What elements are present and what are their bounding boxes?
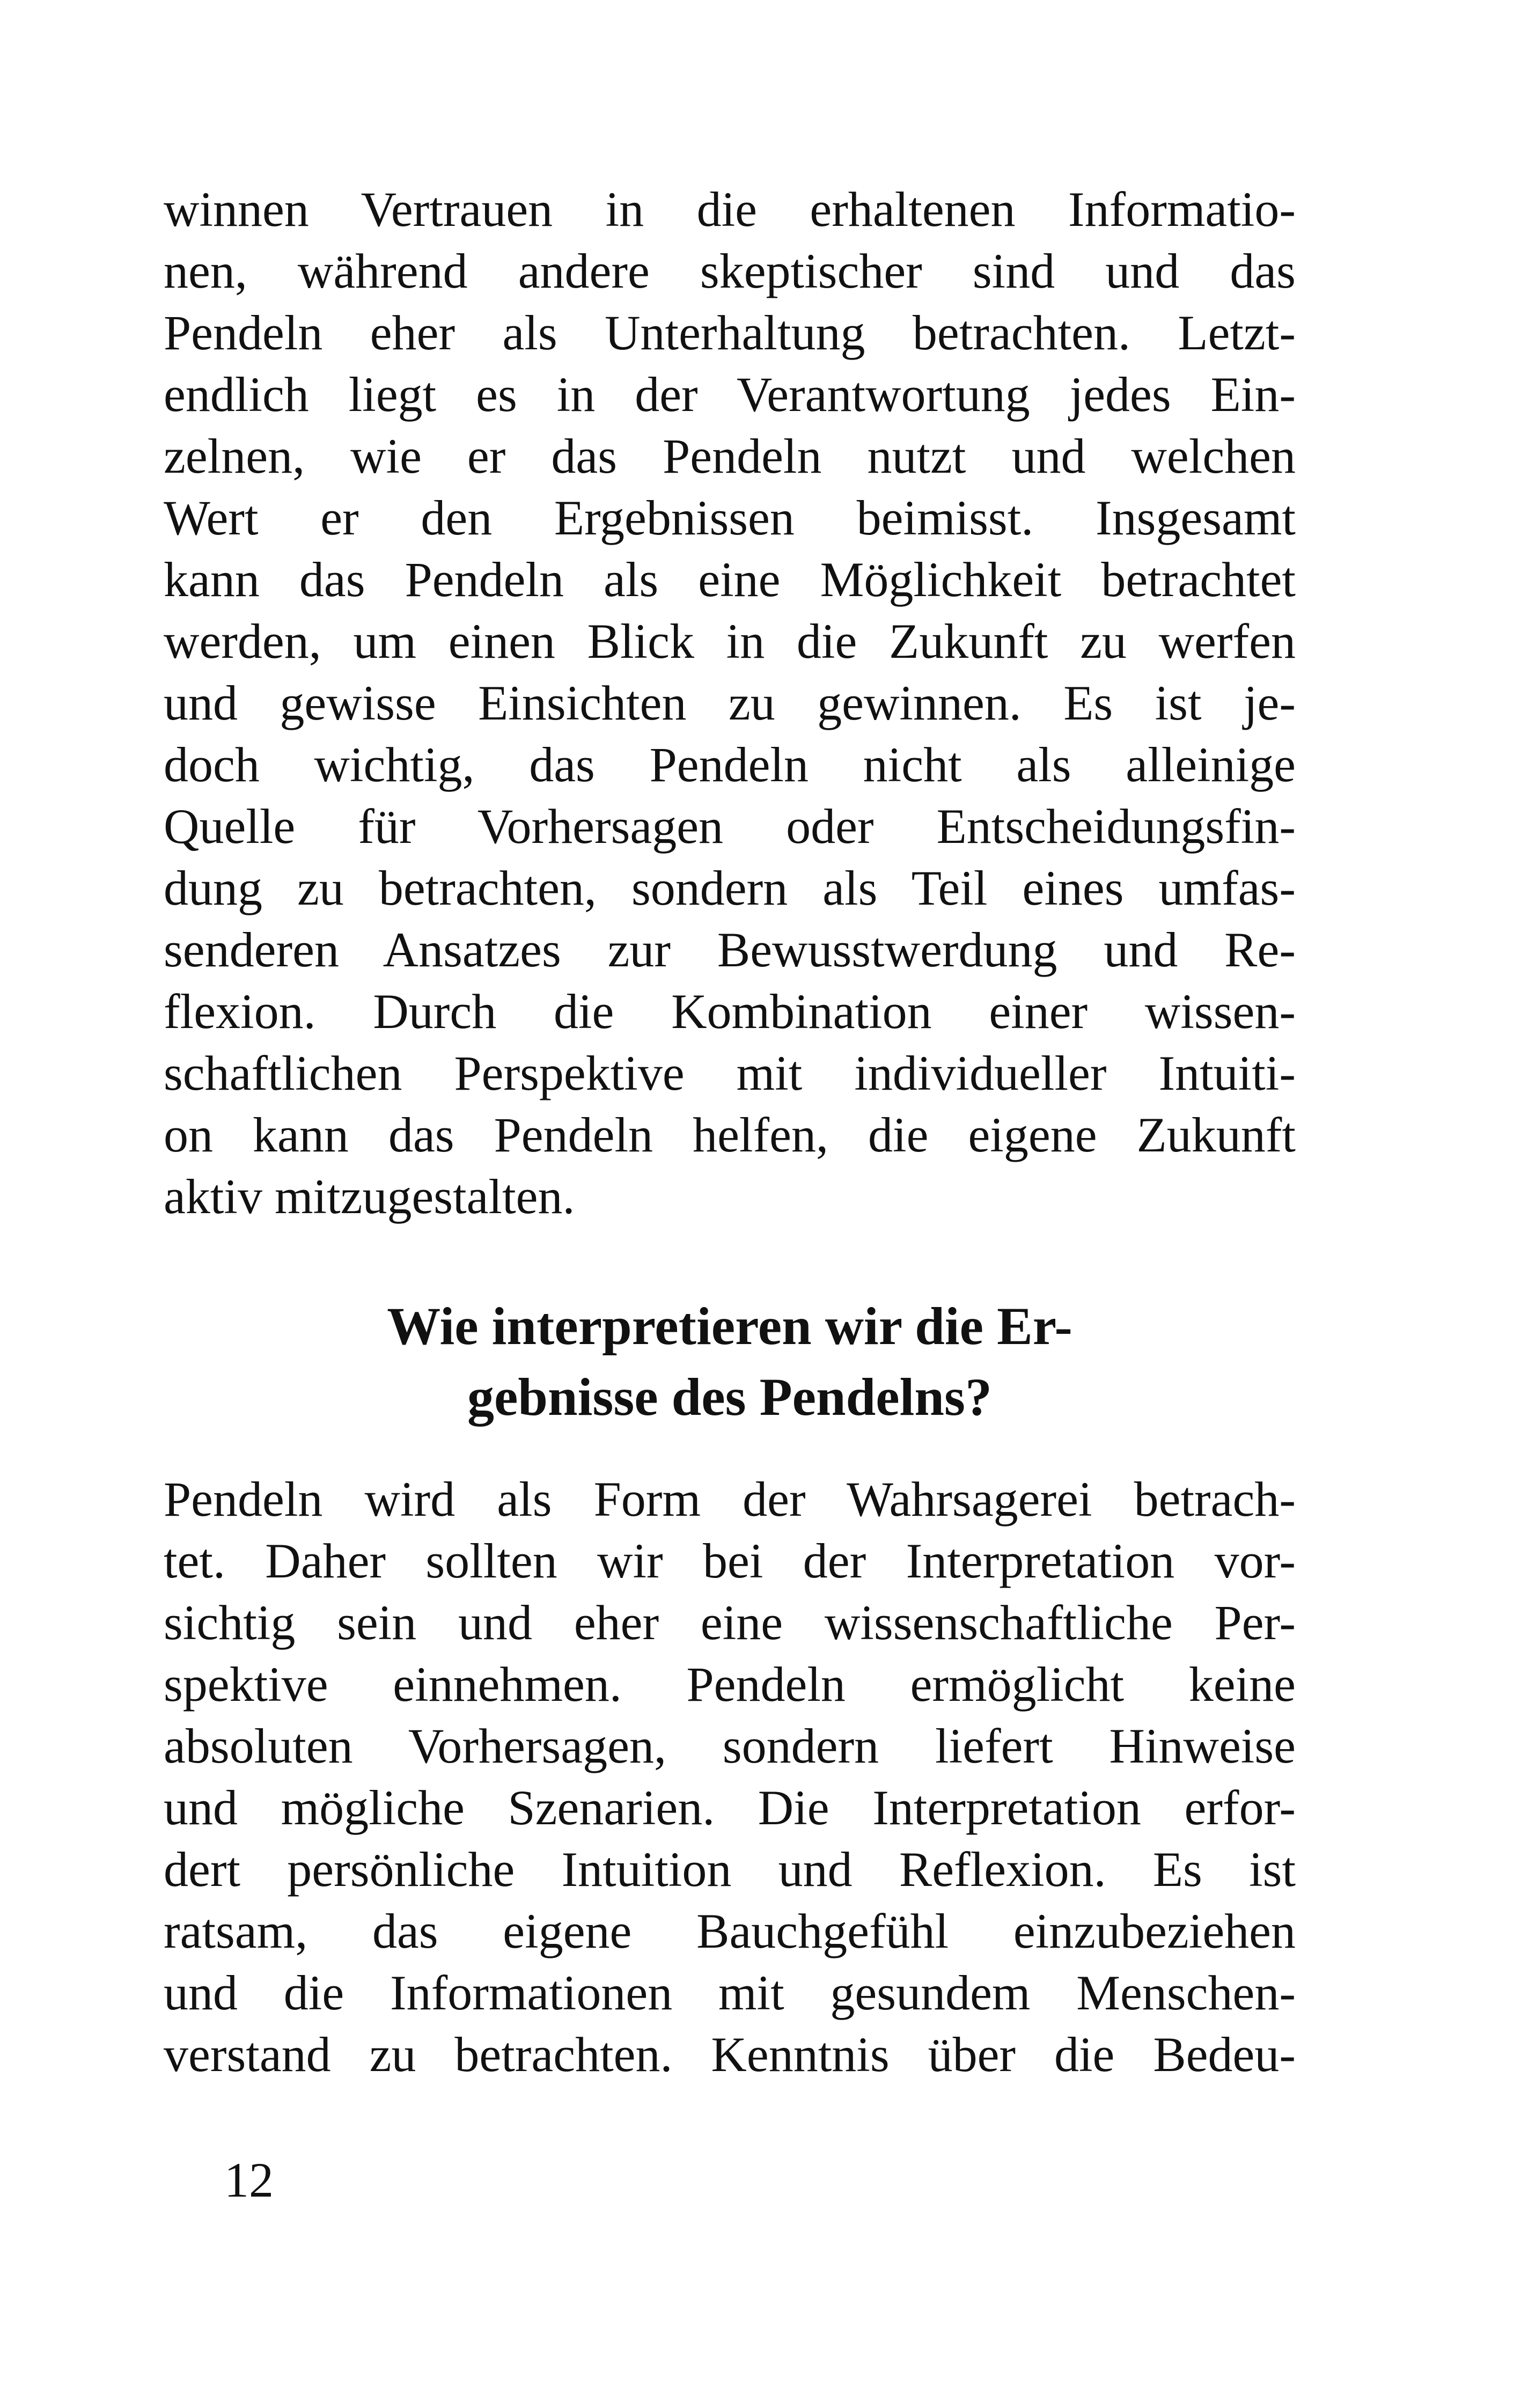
body-paragraph-1	[164, 179, 1296, 1228]
text-line: und mögliche Szenarien. Die Interpretation erfor-	[164, 1780, 1296, 1835]
heading-line: Wie interpretieren wir die Er-	[387, 1296, 1072, 1356]
text-line: Wert er den Ergebnissen beimisst. Insgesamt	[164, 490, 1296, 545]
text-line: Pendeln wird als Form der Wahrsagerei betrach-	[164, 1472, 1296, 1526]
text-line: sichtig sein und eher eine wissenschaftliche Per-	[164, 1595, 1296, 1650]
text-line: winnen Vertrauen in die erhaltenen Informatio-	[164, 182, 1296, 237]
text-line: und die Informationen mit gesundem Menschen-	[164, 1965, 1296, 2020]
text-line: tet. Daher sollten wir bei der Interpretation vor-	[164, 1533, 1296, 1588]
heading-line: gebnisse des Pendelns?	[467, 1367, 992, 1427]
text-line: Pendeln eher als Unterhaltung betrachten. Letzt-	[164, 305, 1296, 360]
text-line: kann das Pendeln als eine Möglichkeit betrachtet	[164, 552, 1296, 607]
text-line: verstand zu betrachten. Kenntnis über die Bedeu-	[164, 2027, 1296, 2082]
text-line: nen, während andere skeptischer sind und das	[164, 244, 1296, 298]
text-line: dung zu betrachten, sondern als Teil eines umfas-	[164, 861, 1296, 915]
text-line: und gewisse Einsichten zu gewinnen. Es ist je-	[164, 676, 1296, 730]
text-line: schaftlichen Perspektive mit individueller Intuiti-	[164, 1046, 1296, 1100]
text-line: endlich liegt es in der Verantwortung jedes Ein-	[164, 367, 1296, 422]
text-line: aktiv mitzugestalten.	[164, 1169, 575, 1224]
text-line: senderen Ansatzes zur Bewusstwerdung und Re-	[164, 922, 1296, 977]
text-line: dert persönliche Intuition und Reflexion. Es ist	[164, 1842, 1296, 1897]
text-line: flexion. Durch die Kombination einer wissen-	[164, 984, 1296, 1039]
text-line: ratsam, das eigene Bauchgefühl einzubeziehen	[164, 1904, 1296, 1958]
text-line: werden, um einen Blick in die Zukunft zu werfen	[164, 614, 1296, 669]
text-line: absoluten Vorhersagen, sondern liefert Hinweise	[164, 1719, 1296, 1773]
text-line: on kann das Pendeln helfen, die eigene Zukunft	[164, 1107, 1296, 1162]
text-line: zelnen, wie er das Pendeln nutzt und welchen	[164, 429, 1296, 483]
text-line: spektive einnehmen. Pendeln ermöglicht keine	[164, 1657, 1296, 1712]
body-paragraph-2	[164, 1469, 1296, 2086]
text-line: doch wichtig, das Pendeln nicht als alleinige	[164, 737, 1296, 792]
page-number: 12	[224, 2153, 274, 2207]
section-heading	[164, 1291, 1296, 1433]
text-line: Quelle für Vorhersagen oder Entscheidungsfin-	[164, 799, 1296, 854]
